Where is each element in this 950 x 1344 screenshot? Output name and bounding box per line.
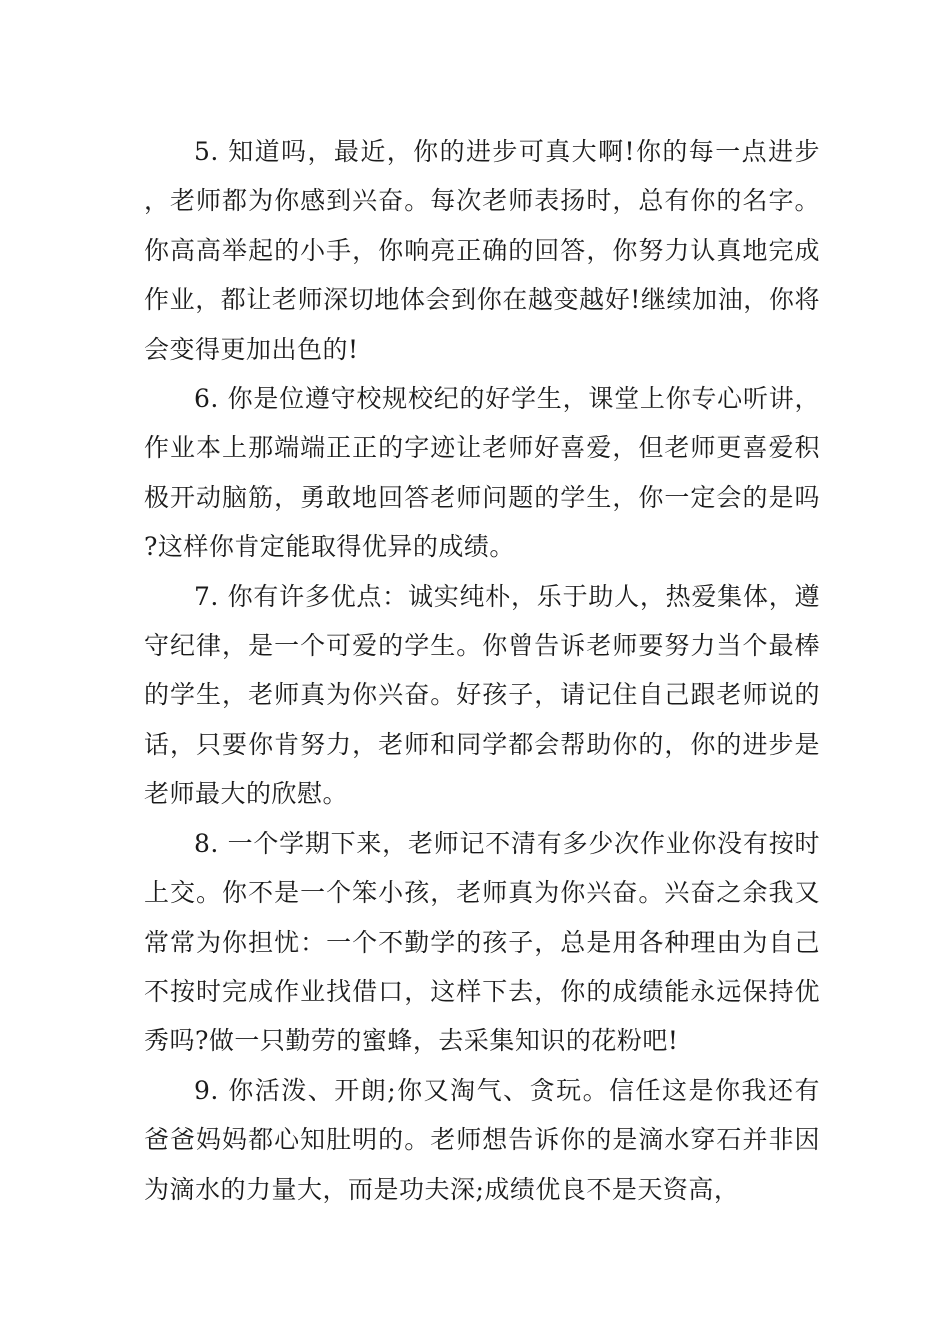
comment-paragraph-8: 8. 一个学期下来，老师记不清有多少次作业你没有按时上交。你不是一个笨小孩，老师真为你兴奋。兴奋之余我又常常为你担忧：一个不勤学的孩子，总是用各种理由为自己不按时完成作业找借口，这样下去，你的成绩能永远保持优秀吗?做一只勤劳的蜜蜂，去采集知识的花粉吧! [144, 828, 820, 1056]
comment-paragraph-9: 9. 你活泼、开朗;你又淘气、贪玩。信任这是你我还有爸爸妈妈都心知肚明的。老师想告诉你的是滴水穿石并非因为滴水的力量大，而是功夫深;成绩优良不是天资高， [144, 1075, 820, 1204]
comment-paragraph-6: 6. 你是位遵守校规校纪的好学生，课堂上你专心听讲，作业本上那端端正正的字迹让老师好喜爱，但老师更喜爱积极开动脑筋，勇敢地回答老师问题的学生，你一定会的是吗?这样你肯定能取得优异的成绩。 [144, 384, 820, 562]
document-body [144, 127, 820, 1214]
comment-paragraph-5: 5. 知道吗，最近，你的进步可真大啊!你的每一点进步，老师都为你感到兴奋。每次老师表扬时，总有你的名字。你高高举起的小手，你响亮正确的回答，你努力认真地完成作业，都让老师深切地体会到你在越变越好!继续加油，你将会变得更加出色的! [144, 137, 820, 364]
comment-paragraph-7: 7. 你有许多优点：诚实纯朴，乐于助人，热爱集体，遵守纪律，是一个可爱的学生。你曾告诉老师要努力当个最棒的学生，老师真为你兴奋。好孩子，请记住自己跟老师说的话，只要你肯努力，老师和同学都会帮助你的，你的进步是老师最大的欣慰。 [144, 581, 820, 809]
